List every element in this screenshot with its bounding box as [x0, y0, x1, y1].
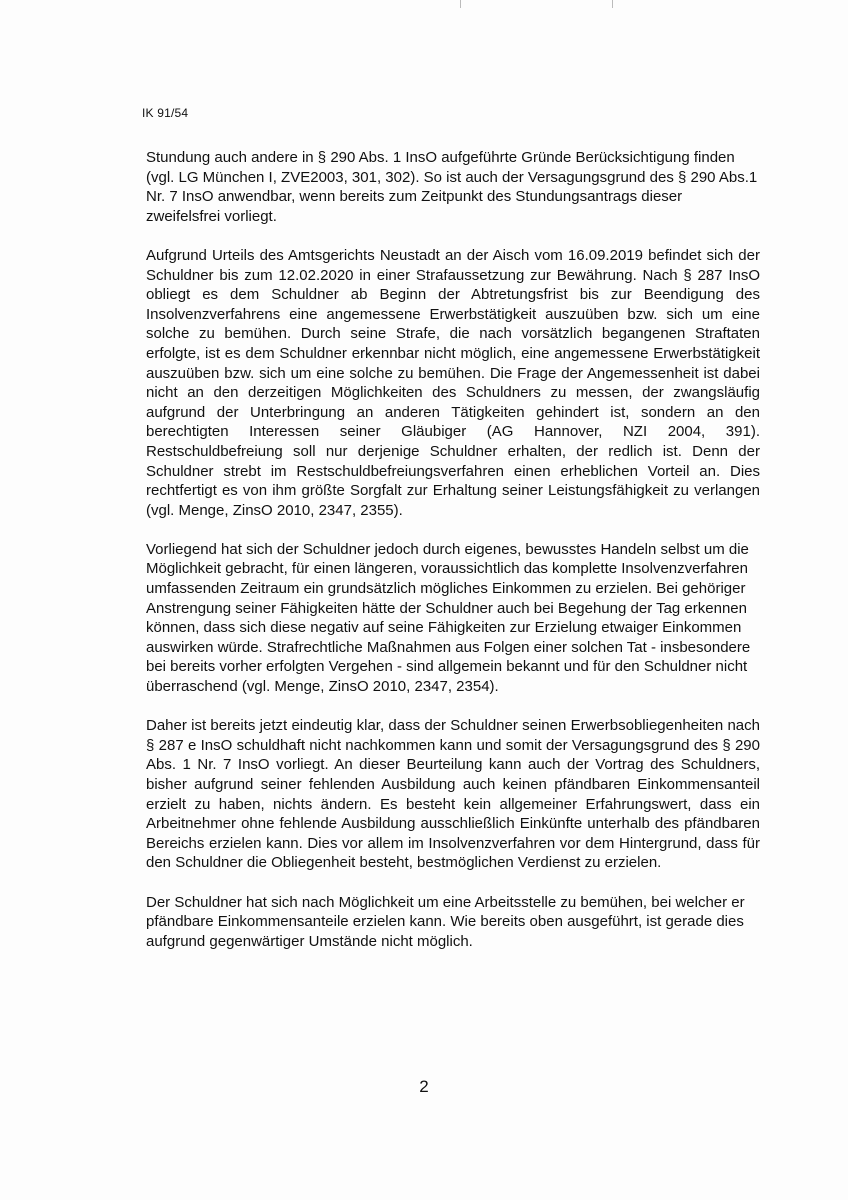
page-number: 2: [419, 1077, 429, 1096]
paragraph-3: Vorliegend hat sich der Schuldner jedoch durch eigenes, bewusstes Handeln selbst um die Möglichkeit gebracht, für einen längeren, voraussichtlich das komplette Insolvenzverfahren umfassenden Zeitraum ein grundsätzlich mögliches Einkommen zu erzielen. Bei gehöriger Anstrengung seiner Fähigkeiten hätte der Schuldner auch bei Begehung der Tag erkennen können, dass sich diese negativ auf seine Fähigkeiten zur Erzielung etwaiger Einkommen auswirken würde. Strafrechtliche Maßnahmen aus Folgen einer solchen Tat - insbesondere bei bereits vorher erfolgten Vergehen - sind allgemein bekannt und für den Schuldner nicht überraschend (vgl. Menge, ZinsO 2010, 2347, 2354).: [146, 540, 751, 696]
file-reference: IK 91/54: [142, 106, 189, 120]
scan-artifact-mark: [460, 0, 461, 8]
paragraph-5: Der Schuldner hat sich nach Möglichkeit um eine Arbeitsstelle zu bemühen, bei welcher er pfändbare Einkommensanteile erzielen kann. Wie bereits oben ausgeführt, ist gerade dies aufgrund gegenwärtiger Umstände nicht möglich.: [146, 893, 745, 950]
scan-artifact-mark: [612, 0, 613, 8]
paragraph-2: Aufgrund Urteils des Amtsgerichts Neustadt an der Aisch vom 16.09.2019 befindet sich der Schuldner bis zum 12.02.2020 in einer Strafaussetzung zur Bewährung. Nach § 287 InsO obliegt es dem Schuldner ab Beginn der Abtretungsfrist bis zur Beendigung des Insolvenzverfahrens eine angemessene Erwerbstätigkeit auszuüben bzw. sich um eine solche zu bemühen. Durch seine Strafe, die nach vorsätzlich begangenen Straftaten erfolgte, ist es dem Schuldner erkennbar nicht möglich, eine angemessene Erwerbstätigkeit auszuüben bzw. sich um eine solche zu bemühen. Die Frage der Angemessenheit ist dabei nicht an den derzeitigen Möglichkeiten des Schuldners zu messen, der zwangsläufig aufgrund der Unterbringung an anderen Tätigkeiten gehindert ist, sondern an den berechtigten Interessen seiner Gläubiger (AG Hannover, NZI 2004, 391). Restschuldbefreiung soll nur derjenige Schuldner erhalten, der redlich ist. Denn der Schuldner strebt im Restschuldbefreiungsverfahren einen erheblichen Vorteil an. Dies rechtfertigt es von ihm größte Sorgfalt zur Erhaltung seiner Leistungsfähigkeit zu verlangen (vgl. Menge, ZinsO 2010, 2347, 2355).: [146, 246, 760, 519]
paragraph-4: Daher ist bereits jetzt eindeutig klar, dass der Schuldner seinen Erwerbsobliegenheiten nach § 287 e InsO schuldhaft nicht nachkommen kann und somit der Versagungsgrund des § 290 Abs. 1 Nr. 7 InsO vorliegt. An dieser Beurteilung kann auch der Vortrag des Schuldners, bisher aufgrund seiner fehlenden Ausbildung auch keinen pfändbaren Einkommensanteil erzielt zu haben, nichts ändern. Es besteht kein allgemeiner Erfahrungswert, dass ein Arbeitnehmer ohne fehlende Ausbildung ausschließlich Einkünfte unterhalb des pfändbaren Bereichs erzielen kann. Dies vor allem im Insolvenzverfahren vor dem Hintergrund, dass für den Schuldner die Obliegenheit besteht, bestmöglichen Verdienst zu erzielen.: [146, 717, 760, 872]
document-body: [146, 148, 760, 971]
paragraph-1: Stundung auch andere in § 290 Abs. 1 InsO aufgeführte Gründe Berücksichtigung finden (vgl. LG München I, ZVE2003, 301, 302). So ist auch der Versagungsgrund des § 290 Abs.1 Nr. 7 InsO anwendbar, wenn bereits zum Zeitpunkt des Stundungsantrags dieser zweifelsfrei vorliegt.: [146, 149, 758, 225]
